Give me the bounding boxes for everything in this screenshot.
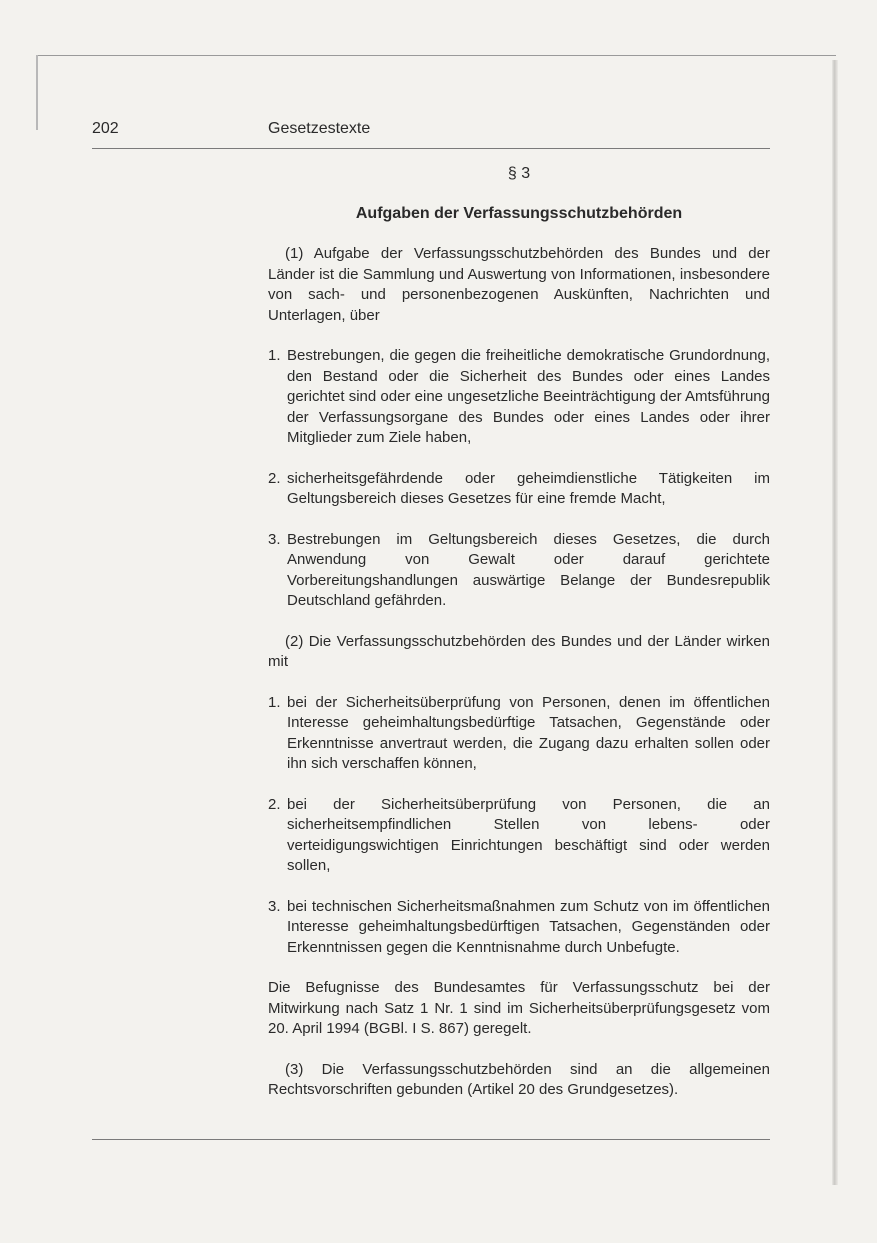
list-item bbox=[268, 469, 770, 510]
item-number: 1. bbox=[268, 693, 281, 711]
list-item bbox=[268, 795, 770, 877]
item-number: 2. bbox=[268, 469, 281, 487]
abs1-list bbox=[268, 346, 770, 612]
footer-rule bbox=[92, 1139, 770, 1140]
item-number: 3. bbox=[268, 897, 281, 915]
law-text bbox=[268, 162, 770, 1101]
page-number: 202 bbox=[92, 120, 119, 137]
scan-edge-right bbox=[832, 60, 838, 1185]
abs2-list bbox=[268, 693, 770, 959]
item-text: bei der Sicherheitsüberprüfung von Personen, die an sicherheitsempfindlichen Stellen von lebens- oder verteidigungswichtigen Einrichtungen beschäftigt sind oder werden sollen, bbox=[287, 795, 770, 874]
list-item bbox=[268, 693, 770, 775]
scan-edge-top bbox=[36, 55, 836, 56]
abs3-text: (3) Die Verfassungsschutzbehörden sind an die allgemeinen Rechtsvorschriften gebunden (Artikel 20 des Grundgesetzes). bbox=[268, 1060, 770, 1098]
section-title: Aufgaben der Verfassungsschutzbehörden bbox=[355, 205, 683, 222]
item-text: Bestrebungen im Geltungsbereich dieses Gesetzes, die durch Anwendung von Gewalt oder darauf gerichtete Vorbereitungshandlungen auswärtige Belange der Bundesrepublik Deutschland gefährden. bbox=[287, 530, 770, 609]
abs2-intro: (2) Die Verfassungsschutzbehörden des Bundes und der Länder wirken mit bbox=[268, 632, 770, 670]
item-text: bei technischen Sicherheitsmaßnahmen zum Schutz von im öffentlichen Interesse geheimhaltungsbedürftigen Tatsachen, Gegenständen oder Erkenntnissen gegen die Kenntnisnahme durch Unbefugte. bbox=[287, 897, 770, 956]
page-header bbox=[92, 120, 770, 148]
item-text: sicherheitsgefährdende oder geheimdienstliche Tätigkeiten im Geltungsbereich dieses Gesetzes für eine fremde Macht, bbox=[287, 469, 770, 507]
section-number: § 3 bbox=[507, 165, 531, 182]
item-number: 1. bbox=[268, 347, 281, 364]
item-number: 3. bbox=[268, 530, 281, 548]
list-item bbox=[268, 897, 770, 959]
item-text: bei der Sicherheitsüberprüfung von Personen, denen im öffentlichen Interesse geheimhaltungsbedürftige Tatsachen, Gegenstände oder Erkenntnisse anvertraut werden, die Zugang dazu erhalten sollen oder ihn sich verschaffen können, bbox=[287, 693, 770, 772]
item-text: Bestrebungen, die gegen die freiheitliche demokratische Grundordnung, den Bestand oder die Sicherheit des Bundes oder eines Landes gerichtet sind oder eine ungesetzliche Beeinträchtigung der Amtsführung der Verfassungsorgane des Bundes oder eines Landes oder ihrer Mitglieder zum Ziele haben, bbox=[287, 347, 770, 446]
abs1-intro: (1) Aufgabe der Verfassungsschutzbehörden des Bundes und der Länder ist die Sammlung und Auswertung von Informationen, insbesondere von sach- und personenbezogenen Auskünften, Nachrichten und Unterlagen, über bbox=[268, 245, 770, 324]
list-item bbox=[268, 530, 770, 612]
item-number: 2. bbox=[268, 795, 281, 813]
scan-edge-left bbox=[36, 55, 38, 130]
header-rule bbox=[92, 148, 770, 149]
list-item bbox=[268, 346, 770, 449]
running-head: Gesetzestexte bbox=[268, 120, 371, 137]
abs2-closing: Die Befugnisse des Bundesamtes für Verfassungsschutz bei der Mitwirkung nach Satz 1 Nr. 1 sind im Sicherheitsüberprüfungsgesetz vom 20. April 1994 (BGBl. I S. 867) geregelt. bbox=[268, 979, 770, 1037]
